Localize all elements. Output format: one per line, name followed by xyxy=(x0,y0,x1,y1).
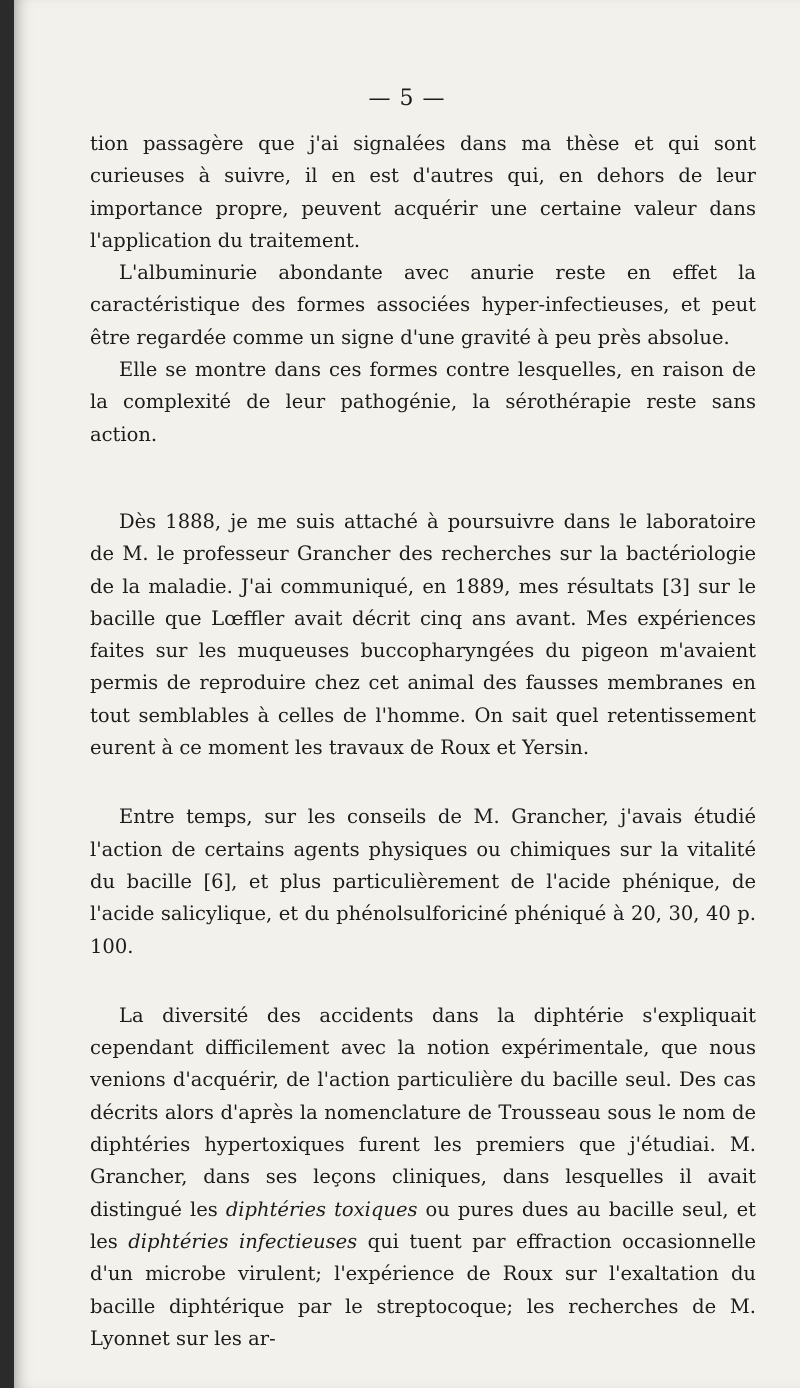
document-page xyxy=(14,0,800,1388)
paragraph-6-part-c: qui tuent par effraction occasionnelle d'un microbe virulent; l'expérience de Roux sur l'exaltation du bacille diphtérique par le streptocoque; les recherches de M. Lyonnet sur les ar- xyxy=(90,1229,757,1350)
paragraph-6-part-a: La diversité des accidents dans la diphtérie s'expliquait cependant difficilement avec la notion expérimentale, que nous venions d'acquérir, de l'action particulière du bacille seul. Des cas décrits alors d'après la nomenclature de Trousseau sous le nom de diphtéries hypertoxiques furent les premiers que j'étudiai. M. Grancher, dans ses leçons cliniques, dans lesquelles il avait distingué les xyxy=(90,1003,756,1221)
term-diphteries-infectieuses: diphtéries infectieuses xyxy=(128,1229,358,1253)
paragraph-1: tion passagère que j'ai signalées dans ma thèse et qui sont curieuses à suivre, il en est d'autres qui, en dehors de leur importance propre, peuvent acquérir une certaine valeur dans l'application du traitement. xyxy=(90,132,756,252)
paragraph-5: Entre temps, sur les conseils de M. Grancher, j'avais étudié l'action de certains agents physiques ou chimiques sur la vitalité du bacille [6], et plus particulièrement de l'acide phénique, de l'acide salicylique, et du phénolsulforiciné phéniqué à 20, 30, 40 p. 100. xyxy=(90,805,756,958)
page-number: — 5 — xyxy=(368,86,446,111)
paragraph-2: L'albuminurie abondante avec anurie reste en effet la caractéristique des formes associées hyper-infectieuses, et peut être regardée comme un signe d'une gravité à peu près absolue. xyxy=(90,261,756,349)
paragraph-3: Elle se montre dans ces formes contre lesquelles, en raison de la complexité de leur pathogénie, la sérothérapie reste sans action. xyxy=(90,358,756,446)
paragraph-6-part-b: ou pures dues au bacille seul, et les xyxy=(90,1197,756,1253)
term-diphteries-toxiques: diphtéries toxiques xyxy=(225,1197,418,1221)
paragraph-4: Dès 1888, je me suis attaché à poursuivre dans le laboratoire de M. le professeur Grancher des recherches sur la bactériologie de la maladie. J'ai communiqué, en 1889, mes résultats [3] sur le bacille que Lœffler avait décrit cinq ans avant. Mes expériences faites sur les muqueuses buccopharyngées du pigeon m'avaient permis de reproduire chez cet animal des fausses membranes en tout semblables à celles de l'homme. On sait quel retentissement eurent à ce moment les travaux de Roux et Yersin. xyxy=(90,509,756,760)
body-text xyxy=(90,128,756,1355)
paragraph-6 xyxy=(90,1000,756,1355)
